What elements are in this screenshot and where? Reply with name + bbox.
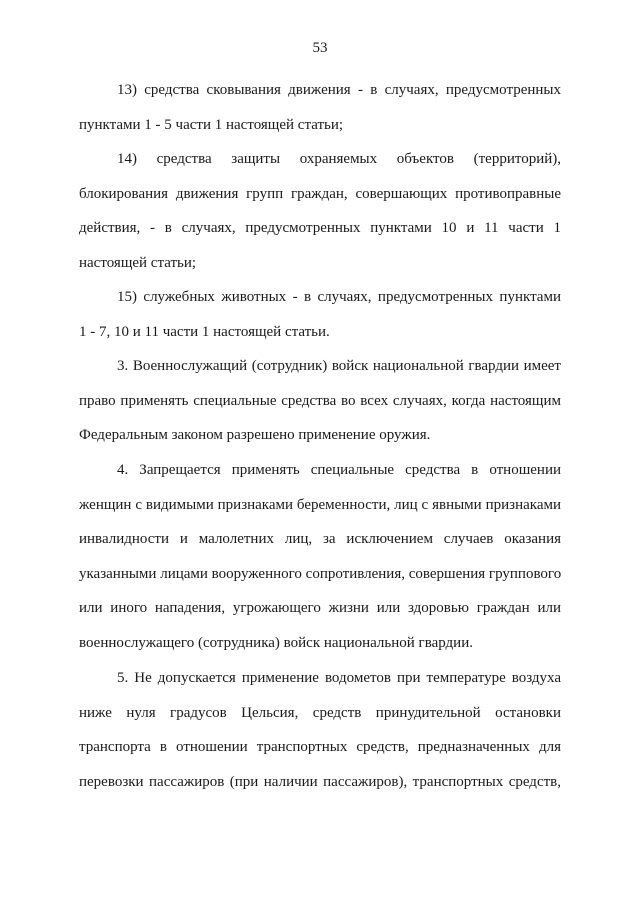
paragraph-line: блокирования движения групп граждан, совершающих противоправные bbox=[79, 185, 561, 202]
section-4-paragraph bbox=[79, 460, 561, 668]
paragraph-line: пунктами 1 - 5 части 1 настоящей статьи; bbox=[79, 116, 344, 133]
paragraph-line: 5. Не допускается применение водометов при температуре воздуха bbox=[117, 670, 561, 686]
paragraph-line: транспорта в отношении транспортных средств, предназначенных для bbox=[79, 739, 561, 756]
paragraph-line: 14) средства защиты охраняемых объектов (территорий), bbox=[117, 151, 561, 167]
paragraph-line: или иного нападения, угрожающего жизни или здоровью граждан или bbox=[79, 600, 561, 617]
section-3-paragraph bbox=[79, 356, 561, 460]
paragraph-line: указанными лицами вооруженного сопротивления, совершения группового bbox=[79, 565, 561, 582]
paragraph-line: право применять специальные средства во всех случаях, когда настоящим bbox=[79, 392, 561, 409]
paragraph-line: перевозки пассажиров (при наличии пассажиров), транспортных средств, bbox=[79, 773, 561, 790]
paragraph-line: настоящей статьи; bbox=[79, 254, 197, 271]
paragraph-line: инвалидности и малолетних лиц, за исключением случаев оказания bbox=[79, 531, 561, 548]
paragraph-item-13 bbox=[79, 80, 561, 149]
paragraph-line: 3. Военнослужащий (сотрудник) войск национальной гвардии имеет bbox=[117, 358, 561, 374]
section-5-paragraph bbox=[79, 668, 561, 806]
paragraph-line: военнослужащего (сотрудника) войск национальной гвардии. bbox=[79, 634, 473, 651]
paragraph-item-14 bbox=[79, 149, 561, 287]
paragraph-line: 13) средства сковывания движения - в случаях, предусмотренных bbox=[117, 82, 561, 98]
paragraph-line: женщин с видимыми признаками беременности, лиц с явными признаками bbox=[79, 496, 561, 513]
paragraph-line: 15) служебных животных - в случаях, предусмотренных пунктами bbox=[117, 289, 561, 305]
paragraph-line: 1 - 7, 10 и 11 части 1 настоящей статьи. bbox=[79, 323, 330, 340]
paragraph-item-15 bbox=[79, 287, 561, 356]
paragraph-line: 4. Запрещается применять специальные средства в отношении bbox=[117, 462, 561, 478]
paragraph-line: действия, - в случаях, предусмотренных пунктами 10 и 11 части 1 bbox=[79, 220, 561, 237]
page-number: 53 bbox=[312, 40, 328, 56]
paragraph-line: ниже нуля градусов Цельсия, средств принудительной остановки bbox=[79, 704, 561, 721]
paragraph-line: Федеральным законом разрешено применение оружия. bbox=[79, 427, 431, 444]
